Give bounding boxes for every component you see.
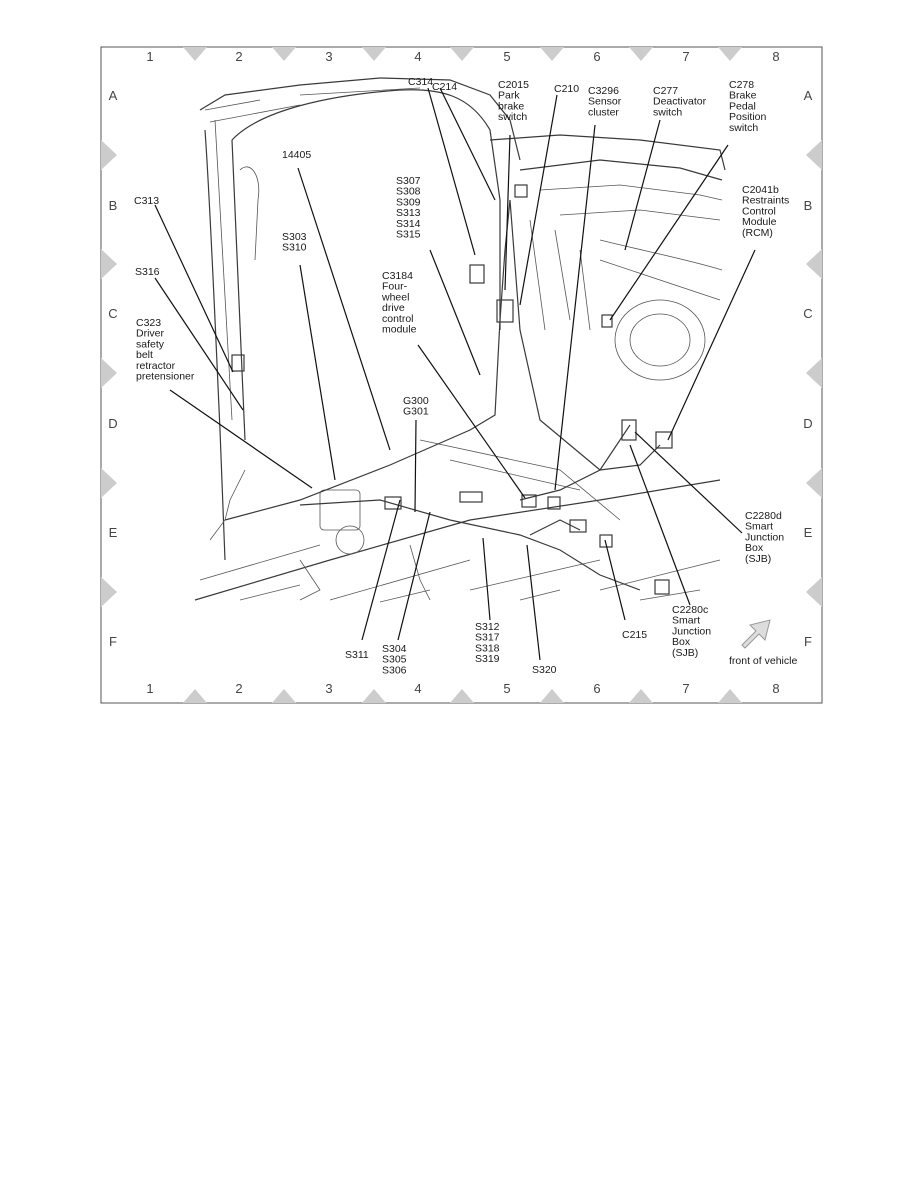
callout-line: pretensioner bbox=[136, 370, 195, 383]
callout-line: S313 bbox=[396, 207, 421, 220]
callout-line: S309 bbox=[396, 196, 421, 209]
grid-column-label-bottom: 8 bbox=[772, 681, 780, 696]
callout-line: S315 bbox=[396, 228, 421, 241]
callout-line: (SJB) bbox=[745, 552, 772, 565]
diagram-frame bbox=[101, 47, 822, 703]
grid-column-label-top: 4 bbox=[414, 49, 422, 64]
grid-row-label-left: F bbox=[109, 634, 117, 649]
callout-line: switch bbox=[653, 106, 683, 119]
callout-line: S307 bbox=[396, 175, 421, 187]
callout-line: brake bbox=[498, 100, 525, 113]
callout-line: Module bbox=[742, 216, 777, 229]
callout-line: Pedal bbox=[729, 100, 756, 113]
callout-line: Box bbox=[745, 542, 764, 555]
callout-line: Smart bbox=[672, 614, 701, 627]
grid-row-label-right: D bbox=[803, 416, 813, 431]
callout-line: Park bbox=[498, 89, 520, 102]
callout-line: (SJB) bbox=[672, 646, 699, 659]
callout-line: C214 bbox=[432, 81, 458, 93]
callout-g300 bbox=[403, 395, 429, 418]
callout-line: Junction bbox=[672, 625, 712, 638]
grid-column-label-bottom: 1 bbox=[146, 681, 154, 696]
callout-line: S305 bbox=[382, 653, 407, 666]
callout-line: C313 bbox=[134, 195, 160, 207]
callout-s311 bbox=[345, 649, 369, 661]
callout-line: C2041b bbox=[742, 184, 779, 196]
grid-column-label-top: 2 bbox=[235, 49, 243, 64]
grid-column-label-top: 7 bbox=[682, 49, 690, 64]
grid-row-label-right: B bbox=[803, 198, 813, 213]
callout-line: module bbox=[382, 323, 417, 336]
callout-c210 bbox=[554, 83, 579, 95]
callout-line: cluster bbox=[588, 106, 619, 119]
grid-row-label-left: C bbox=[108, 306, 118, 321]
callout-line: S317 bbox=[475, 631, 500, 644]
callout-line: drive bbox=[382, 302, 405, 315]
callout-line: S308 bbox=[396, 185, 421, 198]
callout-line: 14405 bbox=[282, 149, 312, 161]
callout-line: C3184 bbox=[382, 270, 413, 282]
callout-line: switch bbox=[729, 121, 759, 134]
callout-line: C2015 bbox=[498, 79, 529, 91]
callout-line: safety bbox=[136, 338, 165, 351]
callout-line: C2280c bbox=[672, 604, 709, 616]
callout-c314 bbox=[408, 76, 433, 88]
grid-row-label-right: E bbox=[803, 525, 813, 540]
callout-s303 bbox=[282, 231, 307, 254]
grid-row-label-right: C bbox=[803, 306, 813, 321]
callout-line: Sensor bbox=[588, 95, 622, 108]
grid-row-label-right: A bbox=[803, 88, 813, 103]
callout-s304 bbox=[382, 643, 407, 676]
callout-line: S316 bbox=[135, 266, 160, 278]
callout-s312 bbox=[475, 621, 500, 665]
callout-line: Brake bbox=[729, 89, 757, 102]
callout-line: Restraints bbox=[742, 194, 790, 207]
callout-line: S312 bbox=[475, 621, 500, 633]
callout-line: Smart bbox=[745, 520, 774, 533]
callout-line: C278 bbox=[729, 79, 755, 91]
callout-c214 bbox=[432, 81, 457, 93]
callout-line: S303 bbox=[282, 231, 307, 243]
callout-line: switch bbox=[498, 111, 528, 124]
callout-line: C314 bbox=[408, 76, 434, 88]
callout-line: Junction bbox=[745, 531, 785, 544]
callout-line: S306 bbox=[382, 664, 407, 677]
callout-line: S304 bbox=[382, 643, 407, 655]
callout-line: control bbox=[382, 312, 414, 325]
callout-line: C215 bbox=[622, 629, 648, 641]
callout-line: Box bbox=[672, 636, 691, 649]
grid-row-label-left: A bbox=[108, 88, 118, 103]
callout-line: S320 bbox=[532, 664, 557, 676]
callout-line: Deactivator bbox=[653, 95, 707, 108]
callout-line: G301 bbox=[403, 405, 429, 418]
grid-column-label-bottom: 7 bbox=[682, 681, 690, 696]
callout-s316 bbox=[135, 266, 160, 278]
callout-c215 bbox=[622, 629, 647, 641]
grid-row-label-right: F bbox=[804, 634, 812, 649]
callout-line: C3296 bbox=[588, 85, 619, 97]
callout-line: C2280d bbox=[745, 510, 782, 522]
callout-line: Four- bbox=[382, 280, 408, 293]
callout-line: Position bbox=[729, 111, 767, 124]
callout-line: S311 bbox=[345, 649, 369, 661]
grid-column-label-bottom: 2 bbox=[235, 681, 243, 696]
callout-line: belt bbox=[136, 349, 153, 362]
callout-line: (RCM) bbox=[742, 226, 773, 239]
callout-line: wheel bbox=[382, 291, 410, 304]
grid-column-label-top: 1 bbox=[146, 49, 154, 64]
callout-line: retractor bbox=[136, 359, 176, 372]
callout-line: C277 bbox=[653, 85, 679, 97]
callout-line: S310 bbox=[282, 241, 307, 254]
callout-line: C323 bbox=[136, 317, 162, 329]
grid-column-label-bottom: 5 bbox=[503, 681, 511, 696]
callout-line: S319 bbox=[475, 653, 500, 666]
grid-row-label-left: E bbox=[108, 525, 118, 540]
grid-column-label-bottom: 3 bbox=[325, 681, 333, 696]
grid-column-label-bottom: 6 bbox=[593, 681, 601, 696]
grid-column-label-top: 6 bbox=[593, 49, 601, 64]
grid-column-label-bottom: 4 bbox=[414, 681, 422, 696]
callout-c3296 bbox=[588, 85, 622, 118]
callout-line: Control bbox=[742, 205, 776, 218]
callout-s320 bbox=[532, 664, 557, 676]
callout-line: C210 bbox=[554, 83, 580, 95]
front-of-vehicle-label: front of vehicle bbox=[729, 655, 798, 667]
grid-column-label-top: 5 bbox=[503, 49, 511, 64]
grid-column-label-top: 8 bbox=[772, 49, 780, 64]
grid-row-label-left: B bbox=[108, 198, 118, 213]
grid-row-label-left: D bbox=[108, 416, 118, 431]
callout-c313 bbox=[134, 195, 159, 207]
callout-n14405 bbox=[282, 149, 311, 161]
callout-line: S314 bbox=[396, 217, 421, 230]
callout-s307 bbox=[396, 175, 421, 241]
callout-line: Driver bbox=[136, 327, 164, 340]
callout-line: G300 bbox=[403, 395, 429, 407]
grid-column-label-top: 3 bbox=[325, 49, 333, 64]
callout-line: S318 bbox=[475, 642, 500, 655]
